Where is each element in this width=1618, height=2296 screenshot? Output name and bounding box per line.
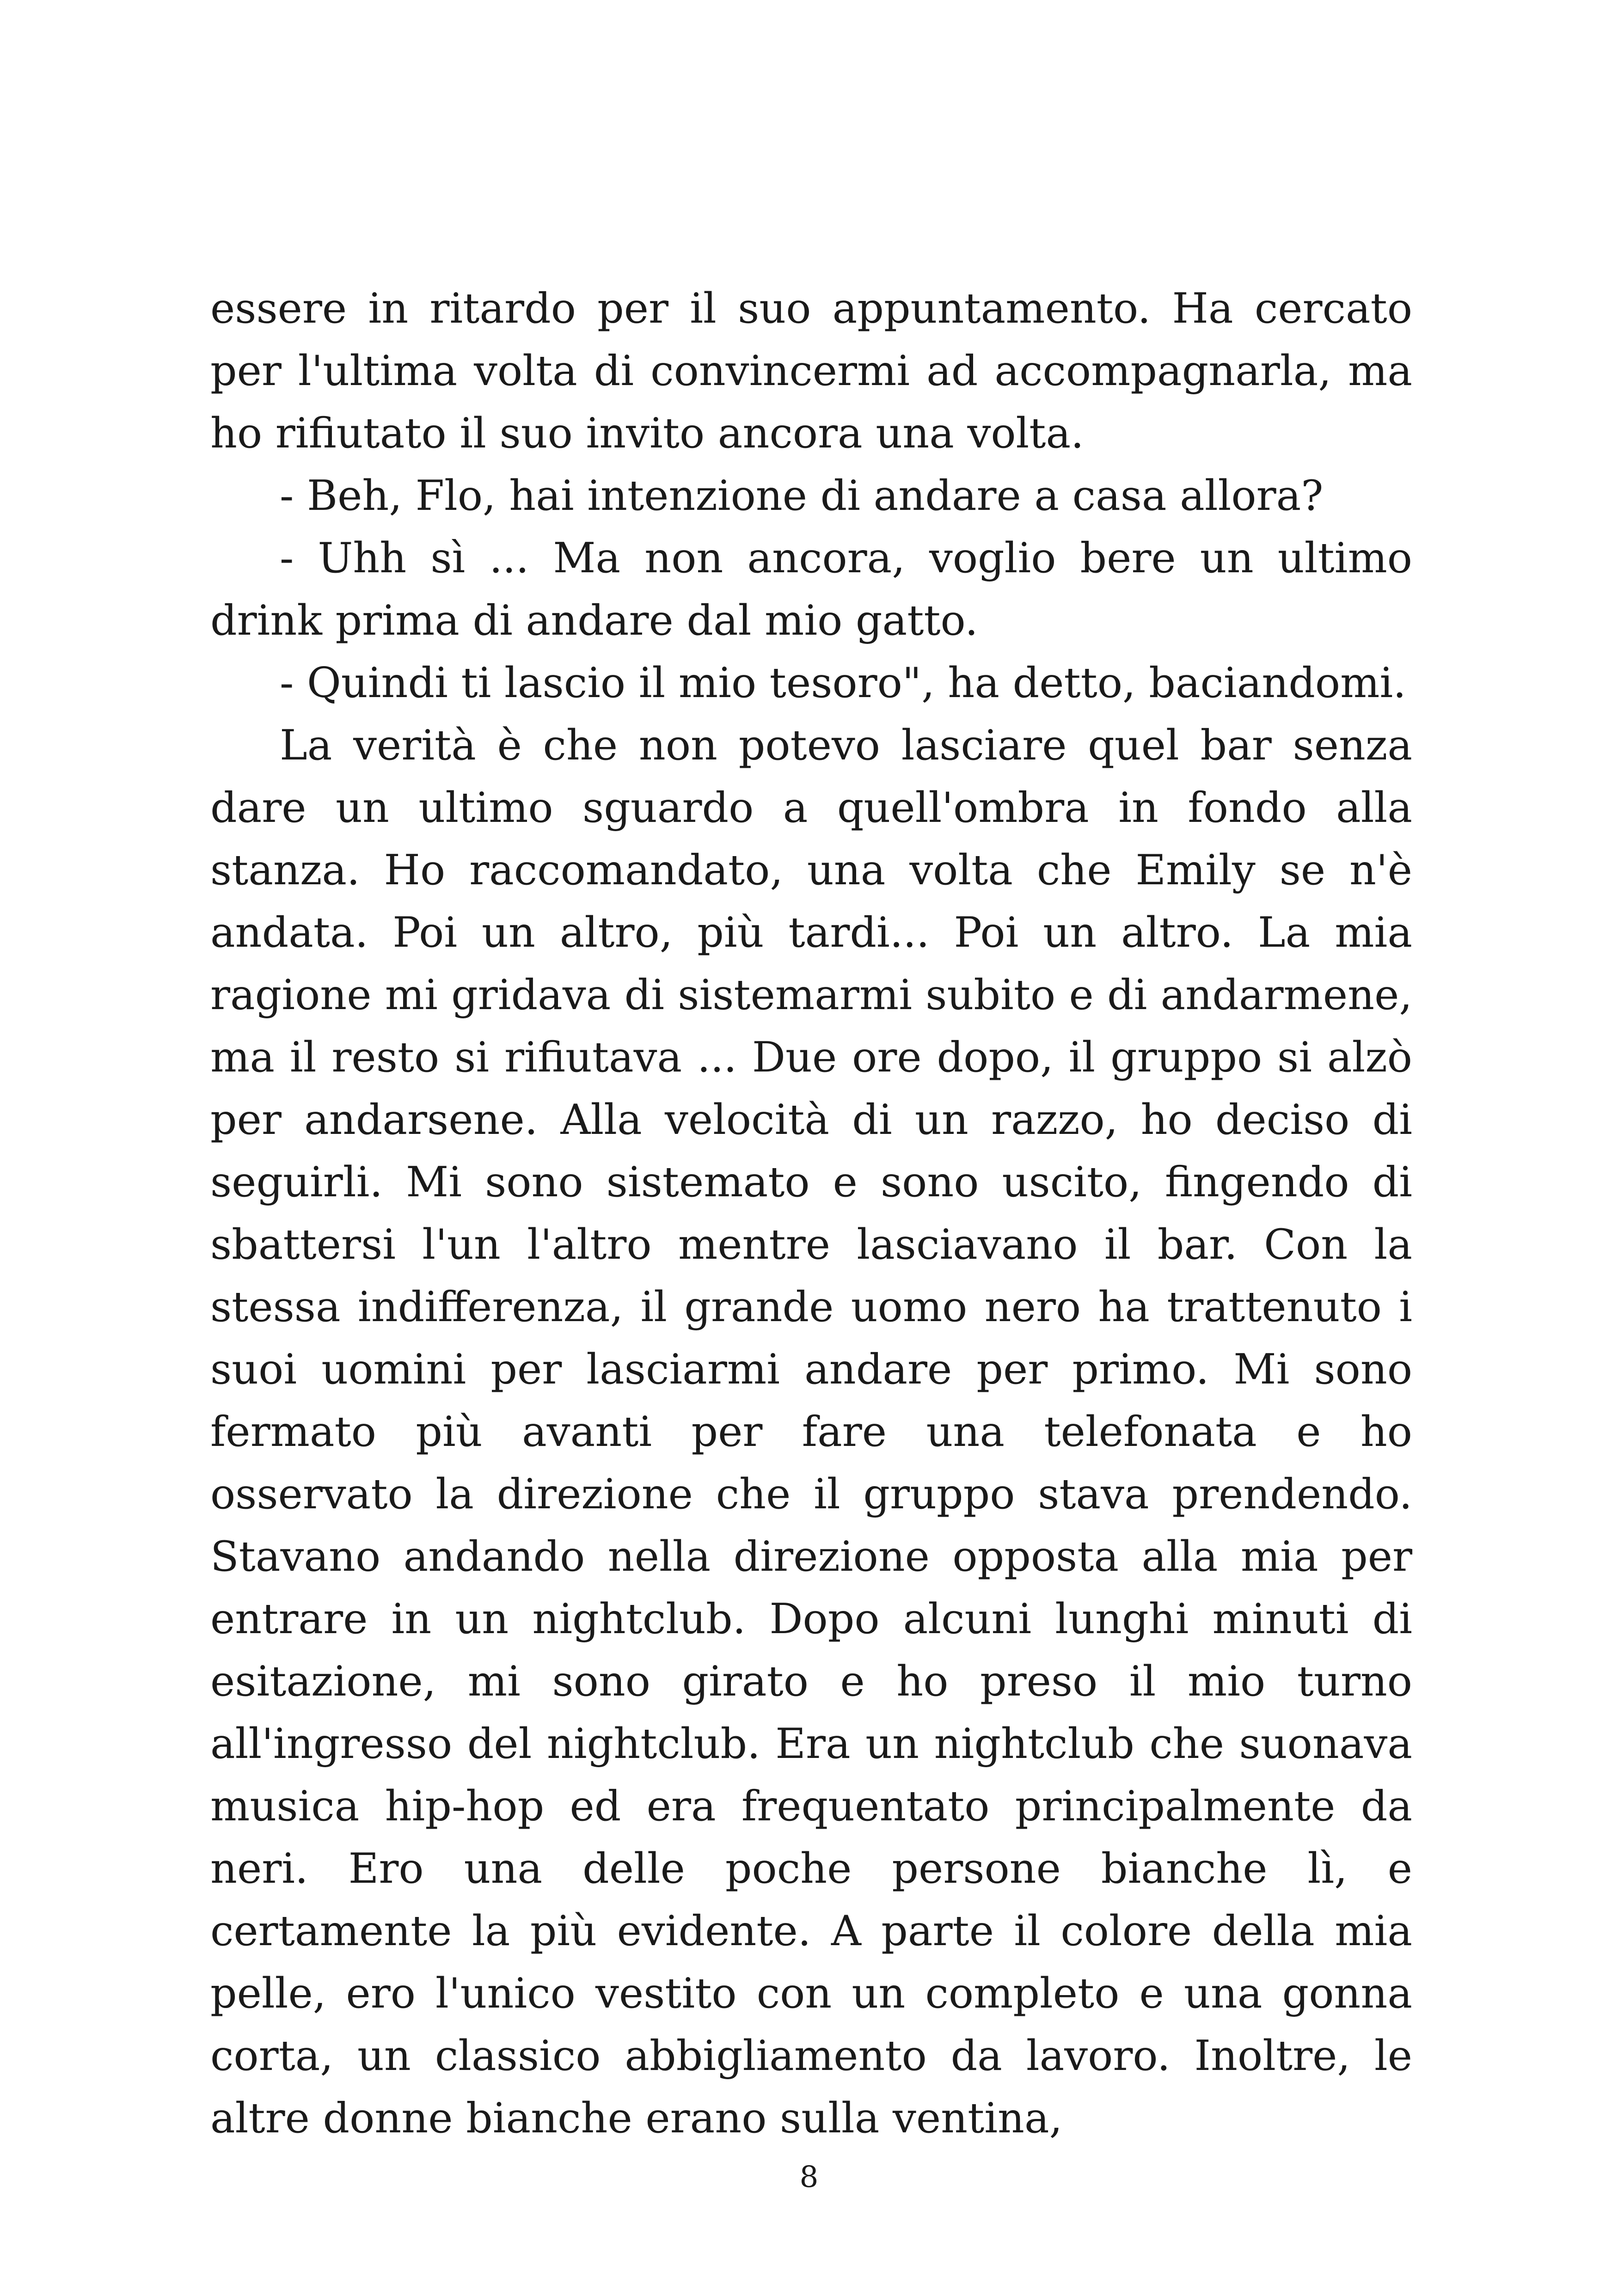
dialogue-line: - Uhh sì ... Ma non ancora, voglio bere un ultimo drink prima di andare dal mio gatto. [210, 534, 1412, 645]
narrative-paragraph: La verità è che non potevo lasciare quel bar senza dare un ultimo sguardo a quell'ombra in fondo alla stanza. Ho raccomandato, una volta che Emily se n'è andata. Poi un altro, più tardi... Poi un altro. La mia ragione mi gridava di sistemarmi subito e di andarmene, ma il resto si rifiutava ... Due ore dopo, il gruppo si alzò per andarsene. Alla velocità di un razzo, ho deciso di seguirli. Mi sono sistemato e sono uscito, fingendo di sbattersi l'un l'altro mentre lasciavano il bar. Con la stessa indifferenza, il grande uomo nero ha trattenuto i suoi uomini per lasciarmi andare per primo. Mi sono fermato più avanti per fare una telefonata e ho osservato la direzione che il gruppo stava prendendo. Stavano andando nella direzione opposta alla mia per entrare in un nightclub. Dopo alcuni lunghi minuti di esitazione, mi sono girato e ho preso il mio turno all'ingresso del nightclub. Era un nightclub che suonava musica hip-hop ed era frequentato principalmente da neri. Ero una delle poche persone bianche lì, e certamente la più evidente. A parte il colore della mia pelle, ero l'unico vestito con un completo e una gonna corta, un classico abbigliamento da lavoro. Inoltre, le altre donne bianche erano sulla ventina, [210, 721, 1412, 2143]
dialogue-line: - Beh, Flo, hai intenzione di andare a casa allora? [280, 471, 1324, 520]
paragraph-continuation: essere in ritardo per il suo appuntamento. Ha cercato per l'ultima volta di convincermi ad accompagnarla, ma ho rifiutato il suo invito ancora una volta. [210, 284, 1412, 458]
page-number: 8 [799, 2160, 819, 2194]
dialogue-line: - Quindi ti lascio il mio tesoro", ha detto, baciandomi. [280, 659, 1406, 707]
body-text [210, 277, 1412, 2149]
